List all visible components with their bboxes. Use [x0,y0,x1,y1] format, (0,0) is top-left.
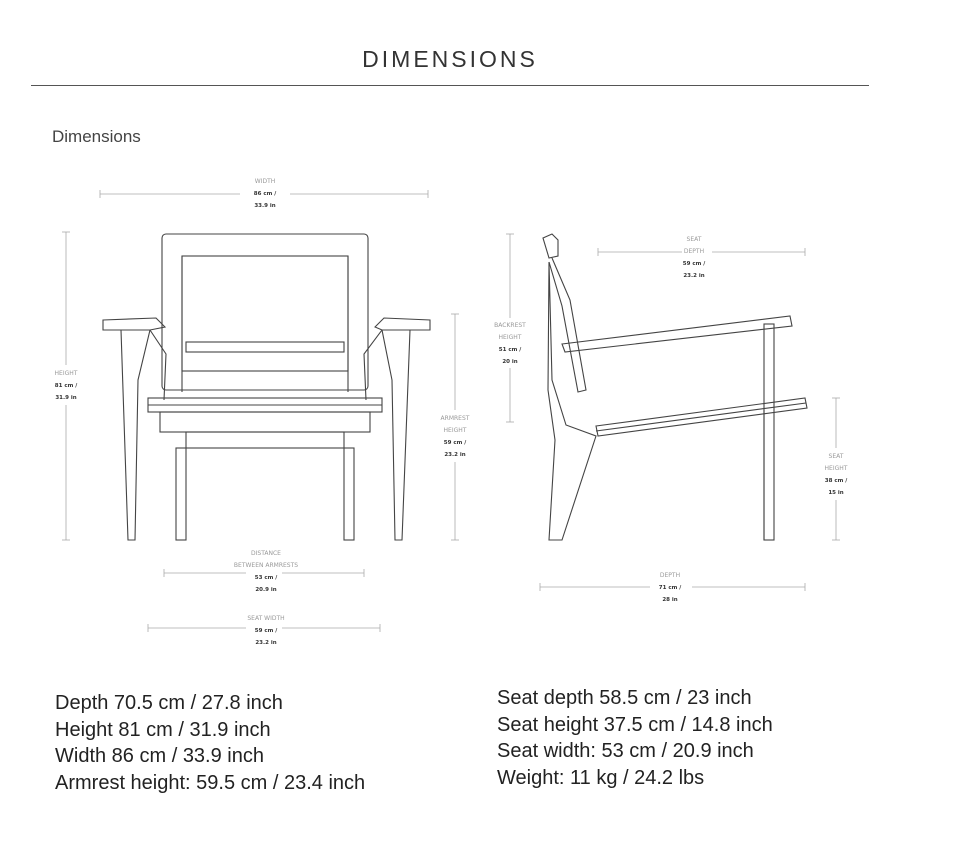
armrest-height-in: 23.2 in [444,452,466,458]
depth-label: DEPTH [659,572,681,579]
spec-width: Width 86 cm / 33.9 inch [55,745,264,767]
seat-width-in: 23.2 in [255,640,277,646]
seat-width-cm: 59 cm / [254,628,278,634]
spec-height: Height 81 cm / 31.9 inch [55,718,271,741]
distance-armrests-cm: 53 cm / [254,575,278,581]
seat-depth-label-1: SEAT [686,236,702,243]
page-title: DIMENSIONS [362,46,538,72]
armrest-height-cm: 59 cm / [443,440,467,446]
spec-depth: Depth 70.5 cm / 27.8 inch [55,692,283,714]
spec-armrest-height: Armrest height: 59.5 cm / 23.4 inch [55,771,366,794]
spec-seat-height: Seat height 37.5 cm / 14.8 inch [497,713,773,736]
seat-height-in: 15 in [828,490,844,496]
seat-depth-label-2: DEPTH [683,248,705,255]
seat-height-label-2: HEIGHT [824,465,848,472]
seat-height-label-1: SEAT [828,453,844,460]
depth-in: 28 in [662,597,678,603]
backrest-height-in: 20 in [502,359,518,365]
specs-left [55,690,365,796]
backrest-height-label-2: HEIGHT [498,334,522,341]
spec-seat-width: Seat width: 53 cm / 20.9 inch [497,740,754,762]
spec-seat-depth: Seat depth 58.5 cm / 23 inch [497,687,752,709]
seat-width-label: SEAT WIDTH [247,615,285,622]
width-cm: 86 cm / [253,191,277,197]
height-label: HEIGHT [54,370,78,377]
seat-height-cm: 38 cm / [824,478,848,484]
height-cm: 81 cm / [54,383,78,389]
seat-depth-in: 23.2 in [683,273,705,279]
backrest-height-cm: 51 cm / [498,347,522,353]
distance-armrests-in: 20.9 in [255,587,277,593]
backrest-height-label-1: BACKREST [494,322,526,329]
height-in: 31.9 in [55,395,77,401]
distance-armrests-label-2: BETWEEN ARMRESTS [233,562,299,569]
seat-depth-cm: 59 cm / [682,261,706,267]
side-view-chair [543,234,807,540]
armrest-height-label-2: HEIGHT [443,427,467,434]
section-label: Dimensions [52,127,141,146]
distance-armrests-label-1: DISTANCE [251,550,281,557]
spec-weight: Weight: 11 kg / 24.2 lbs [497,766,705,789]
front-view-chair [103,234,430,540]
armrest-height-label-1: ARMREST [440,415,470,422]
width-in: 33.9 in [254,203,276,209]
width-label: WIDTH [254,178,276,185]
depth-cm: 71 cm / [658,585,682,591]
specs-right [497,685,773,791]
